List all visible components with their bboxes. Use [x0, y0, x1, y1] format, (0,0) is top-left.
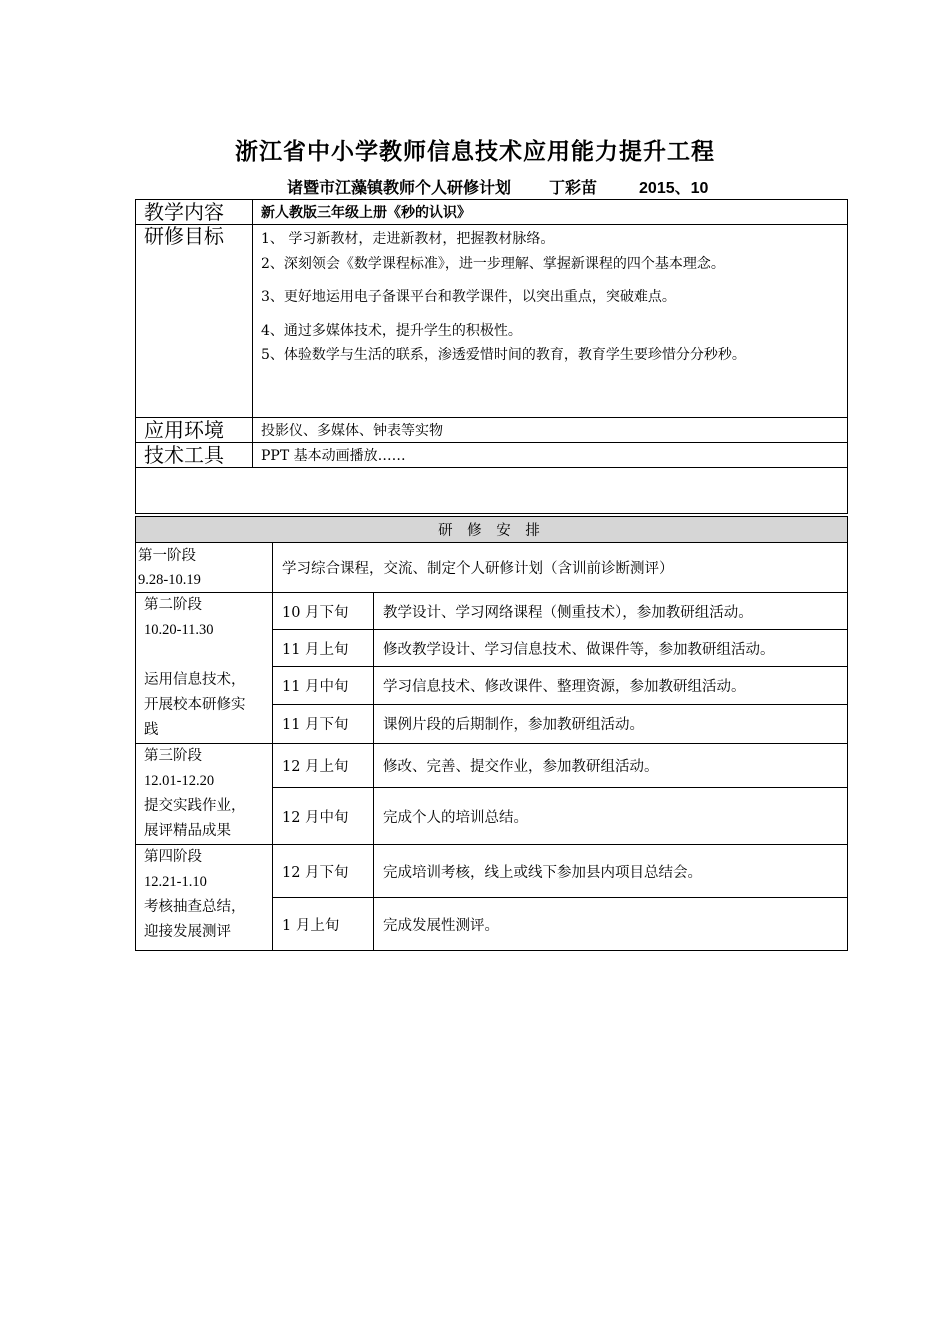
month-cell: 10 月下旬: [273, 593, 374, 630]
goals-cell: [253, 225, 848, 418]
month-cell: 1 月上旬: [273, 898, 374, 951]
schedule-heading: 研 修 安 排: [136, 517, 848, 543]
stage1-activity: 学习综合课程，交流、制定个人研修计划（含训前诊断测评）: [273, 543, 848, 593]
stage3-name: 第三阶段: [144, 748, 202, 764]
subtitle-org: 诸暨市江藻镇教师个人研修计划: [287, 178, 512, 197]
activity-cell: 教学设计、学习网络课程（侧重技术），参加教研组活动。: [374, 593, 848, 630]
stage4-name: 第四阶段: [144, 849, 202, 865]
stage4-dates: 12.21-1.10: [144, 874, 207, 890]
subtitle: [287, 175, 708, 198]
stage4-desc: 考核抽查总结，: [144, 899, 246, 915]
activity-cell: 完成个人的培训总结。: [374, 788, 848, 845]
goal-item: 5、体验数学与生活的联系，渗透爱惜时间的教育，教育学生要珍惜分分秒秒。: [261, 347, 746, 363]
month-cell: 12 月上旬: [273, 744, 374, 788]
activity-cell: 修改、完善、提交作业，参加教研组活动。: [374, 744, 848, 788]
stage2-name: 第二阶段: [144, 597, 202, 613]
activity-cell: 完成发展性测评。: [374, 898, 848, 951]
month-cell: 12 月下旬: [273, 845, 374, 898]
stage3-dates: 12.01-12.20: [144, 773, 215, 789]
month-cell: 12 月中旬: [273, 788, 374, 845]
month-cell: 11 月下旬: [273, 704, 374, 743]
stage2-cell: [136, 593, 273, 744]
activity-cell: 课例片段的后期制作，参加教研组活动。: [374, 704, 848, 743]
content-value: 新人教版三年级上册《秒的认识》: [253, 200, 848, 225]
stage3-desc: 提交实践作业，: [144, 798, 246, 814]
stage2-dates: 10.20-11.30: [144, 622, 214, 638]
stage2-desc: 运用信息技术，: [144, 672, 246, 688]
stage1-name: 第一阶段: [138, 547, 196, 564]
activity-cell: 完成培训考核，线上或线下参加县内项目总结会。: [374, 845, 848, 898]
tools-value: PPT 基本动画播放……: [253, 443, 848, 468]
schedule-table: [135, 516, 848, 951]
plan-info-table: [135, 199, 848, 514]
goals-label: 研修目标: [136, 225, 253, 418]
stage2-desc: 践: [144, 722, 159, 738]
env-value: 投影仪、多媒体、钟表等实物: [253, 418, 848, 443]
goal-item: 1、 学习新教材，走进新教材，把握教材脉络。: [261, 231, 555, 247]
content-label: 教学内容: [136, 200, 253, 225]
month-cell: 11 月上旬: [273, 630, 374, 667]
subtitle-name: 丁彩苗: [549, 180, 598, 197]
page-title: 浙江省中小学教师信息技术应用能力提升工程: [235, 138, 715, 165]
stage4-cell: [136, 845, 273, 951]
stage2-desc: 开展校本研修实: [144, 697, 246, 713]
goal-item: 4、通过多媒体技术，提升学生的积极性。: [261, 323, 522, 339]
activity-cell: 学习信息技术、修改课件、整理资源，参加教研组活动。: [374, 667, 848, 704]
stage1-dates: 9.28-10.19: [138, 571, 201, 588]
tools-label: 技术工具: [136, 443, 253, 468]
env-label: 应用环境: [136, 418, 253, 443]
goal-item: 2、深刻领会《数学课程标准》，进一步理解、掌握新课程的四个基本理念。: [261, 256, 725, 272]
goal-item: 3、更好地运用电子备课平台和教学课件，以突出重点，突破难点。: [261, 289, 676, 305]
stage3-cell: [136, 744, 273, 845]
activity-cell: 修改教学设计、学习信息技术、做课件等，参加教研组活动。: [374, 630, 848, 667]
subtitle-date: 2015、10: [639, 180, 709, 197]
month-cell: 11 月中旬: [273, 667, 374, 704]
blank-row: [136, 468, 848, 514]
stage4-desc: 迎接发展测评: [144, 924, 231, 940]
stage1-cell: [136, 543, 273, 593]
stage3-desc: 展评精品成果: [144, 823, 231, 839]
